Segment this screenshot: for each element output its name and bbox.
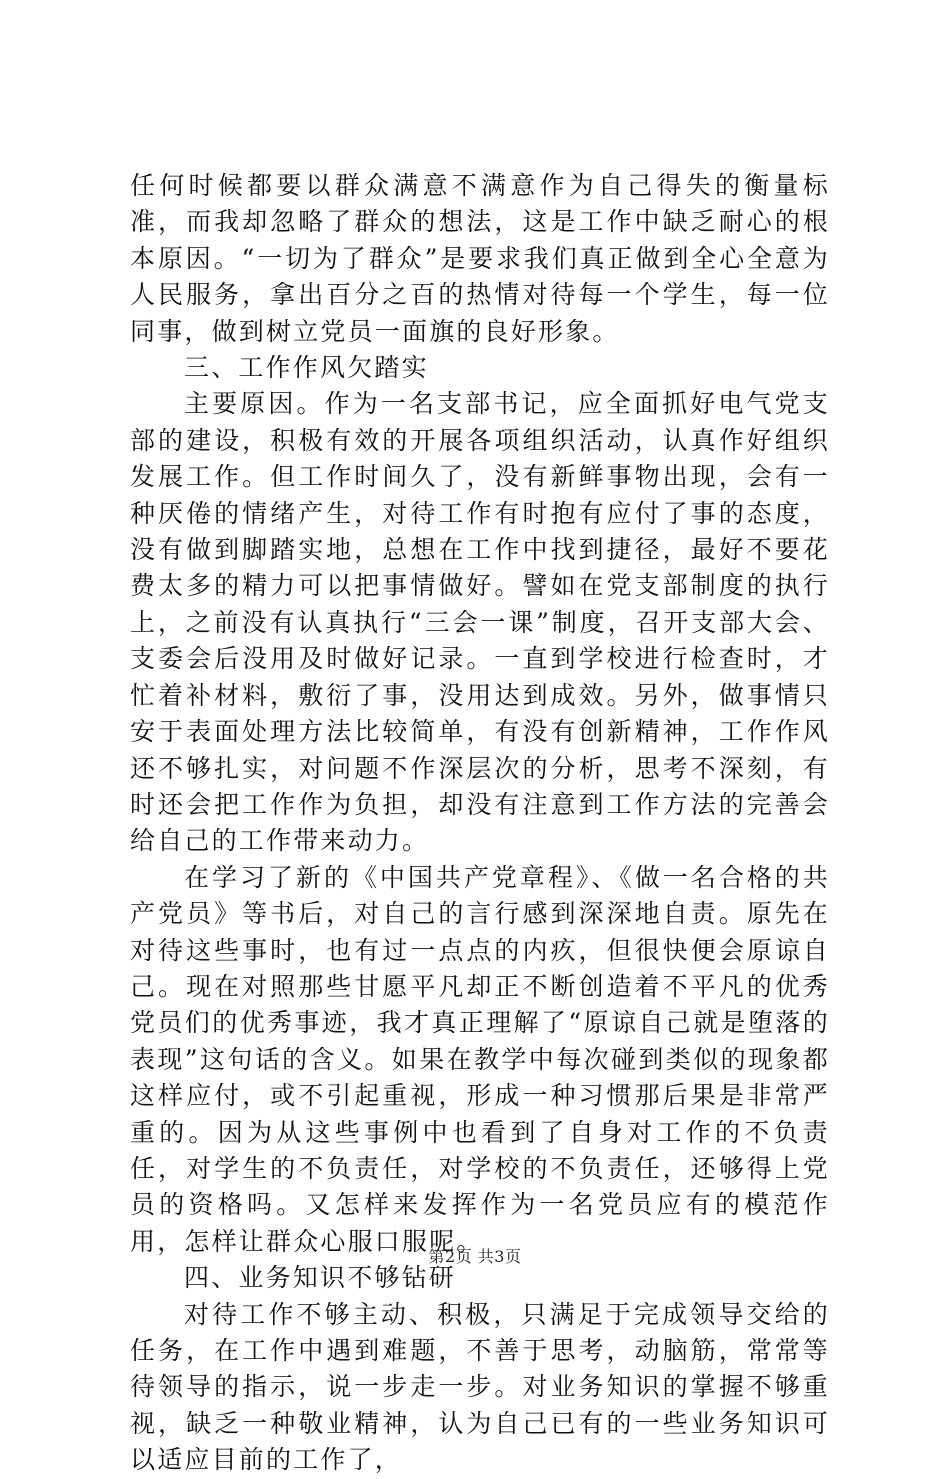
section-heading-3: 三、工作作风欠踏实 xyxy=(184,353,429,383)
body-paragraph: 主要原因。作为一名支部书记，应全面抓好电气党支部的建设，积极有效的开展各项组织活动，认真作好组织发展工作。但工作时间久了，没有新鲜事物出现，会有一种厌倦的情绪产生，对待工作有时抱有应付了事的态度，没有做到脚踏实地，总想在工作中找到捷径，最好不要花费太多的精力可以把事情做好。譬如在党支部制度的执行上，之前没有认真执行“三会一课”制度，召开支部大会、支委会后没用及时做好记录。一直到学校进行检查时，才忙着补材料，敷衍了事，没用达到成效。另外，做事情只安于表面处理方法比较简单，有没有创新精神，工作作风还不够扎实，对问题不作深层次的分析，思考不深刻，有时还会把工作作为负担，却没有注意到工作方法的完善会给自己的工作带来动力。 xyxy=(130,389,830,856)
document-body xyxy=(130,168,830,1479)
section-heading-4: 四、业务知识不够钻研 xyxy=(184,1263,457,1293)
body-paragraph: 在学习了新的《中国共产党章程》、《做一名合格的共产党员》等书后，对自己的言行感到深深地自责。原先在对待这些事时，也有过一点点的内疚，但很快便会原谅自己。现在对照那些甘愿平凡却正不断创造着不平凡的优秀党员们的优秀事迹，我才真正理解了“原谅自己就是堕落的表现”这句话的含义。如果在教学中每次碰到类似的现象都这样应付，或不引起重视，形成一种习惯那后果是非常严重的。因为从这些事例中也看到了自身对工作的不负责任，对学生的不负责任，对学校的不负责任，还够得上党员的资格吗。又怎样来发挥作为一名党员应有的模范作用，怎样让群众心服口服呢。 xyxy=(130,862,830,1256)
page-footer: 第2页 共3页 xyxy=(428,1247,522,1266)
body-paragraph: 对待工作不够主动、积极，只满足于完成领导交给的任务，在工作中遇到难题，不善于思考，动脑筋，常常等待领导的指示，说一步走一步。对业务知识的掌握不够重视，缺乏一种敬业精神，认为自己已有的一些业务知识可以适应目前的工作了， xyxy=(130,1299,830,1475)
continuation-paragraph: 任何时候都要以群众满意不满意作为自己得失的衡量标准，而我却忽略了群众的想法，这是工作中缺乏耐心的根本原因。“一切为了群众”是要求我们真正做到全心全意为人民服务，拿出百分之百的热情对待每一个学生，每一位同事，做到树立党员一面旗的良好形象。 xyxy=(130,171,830,346)
